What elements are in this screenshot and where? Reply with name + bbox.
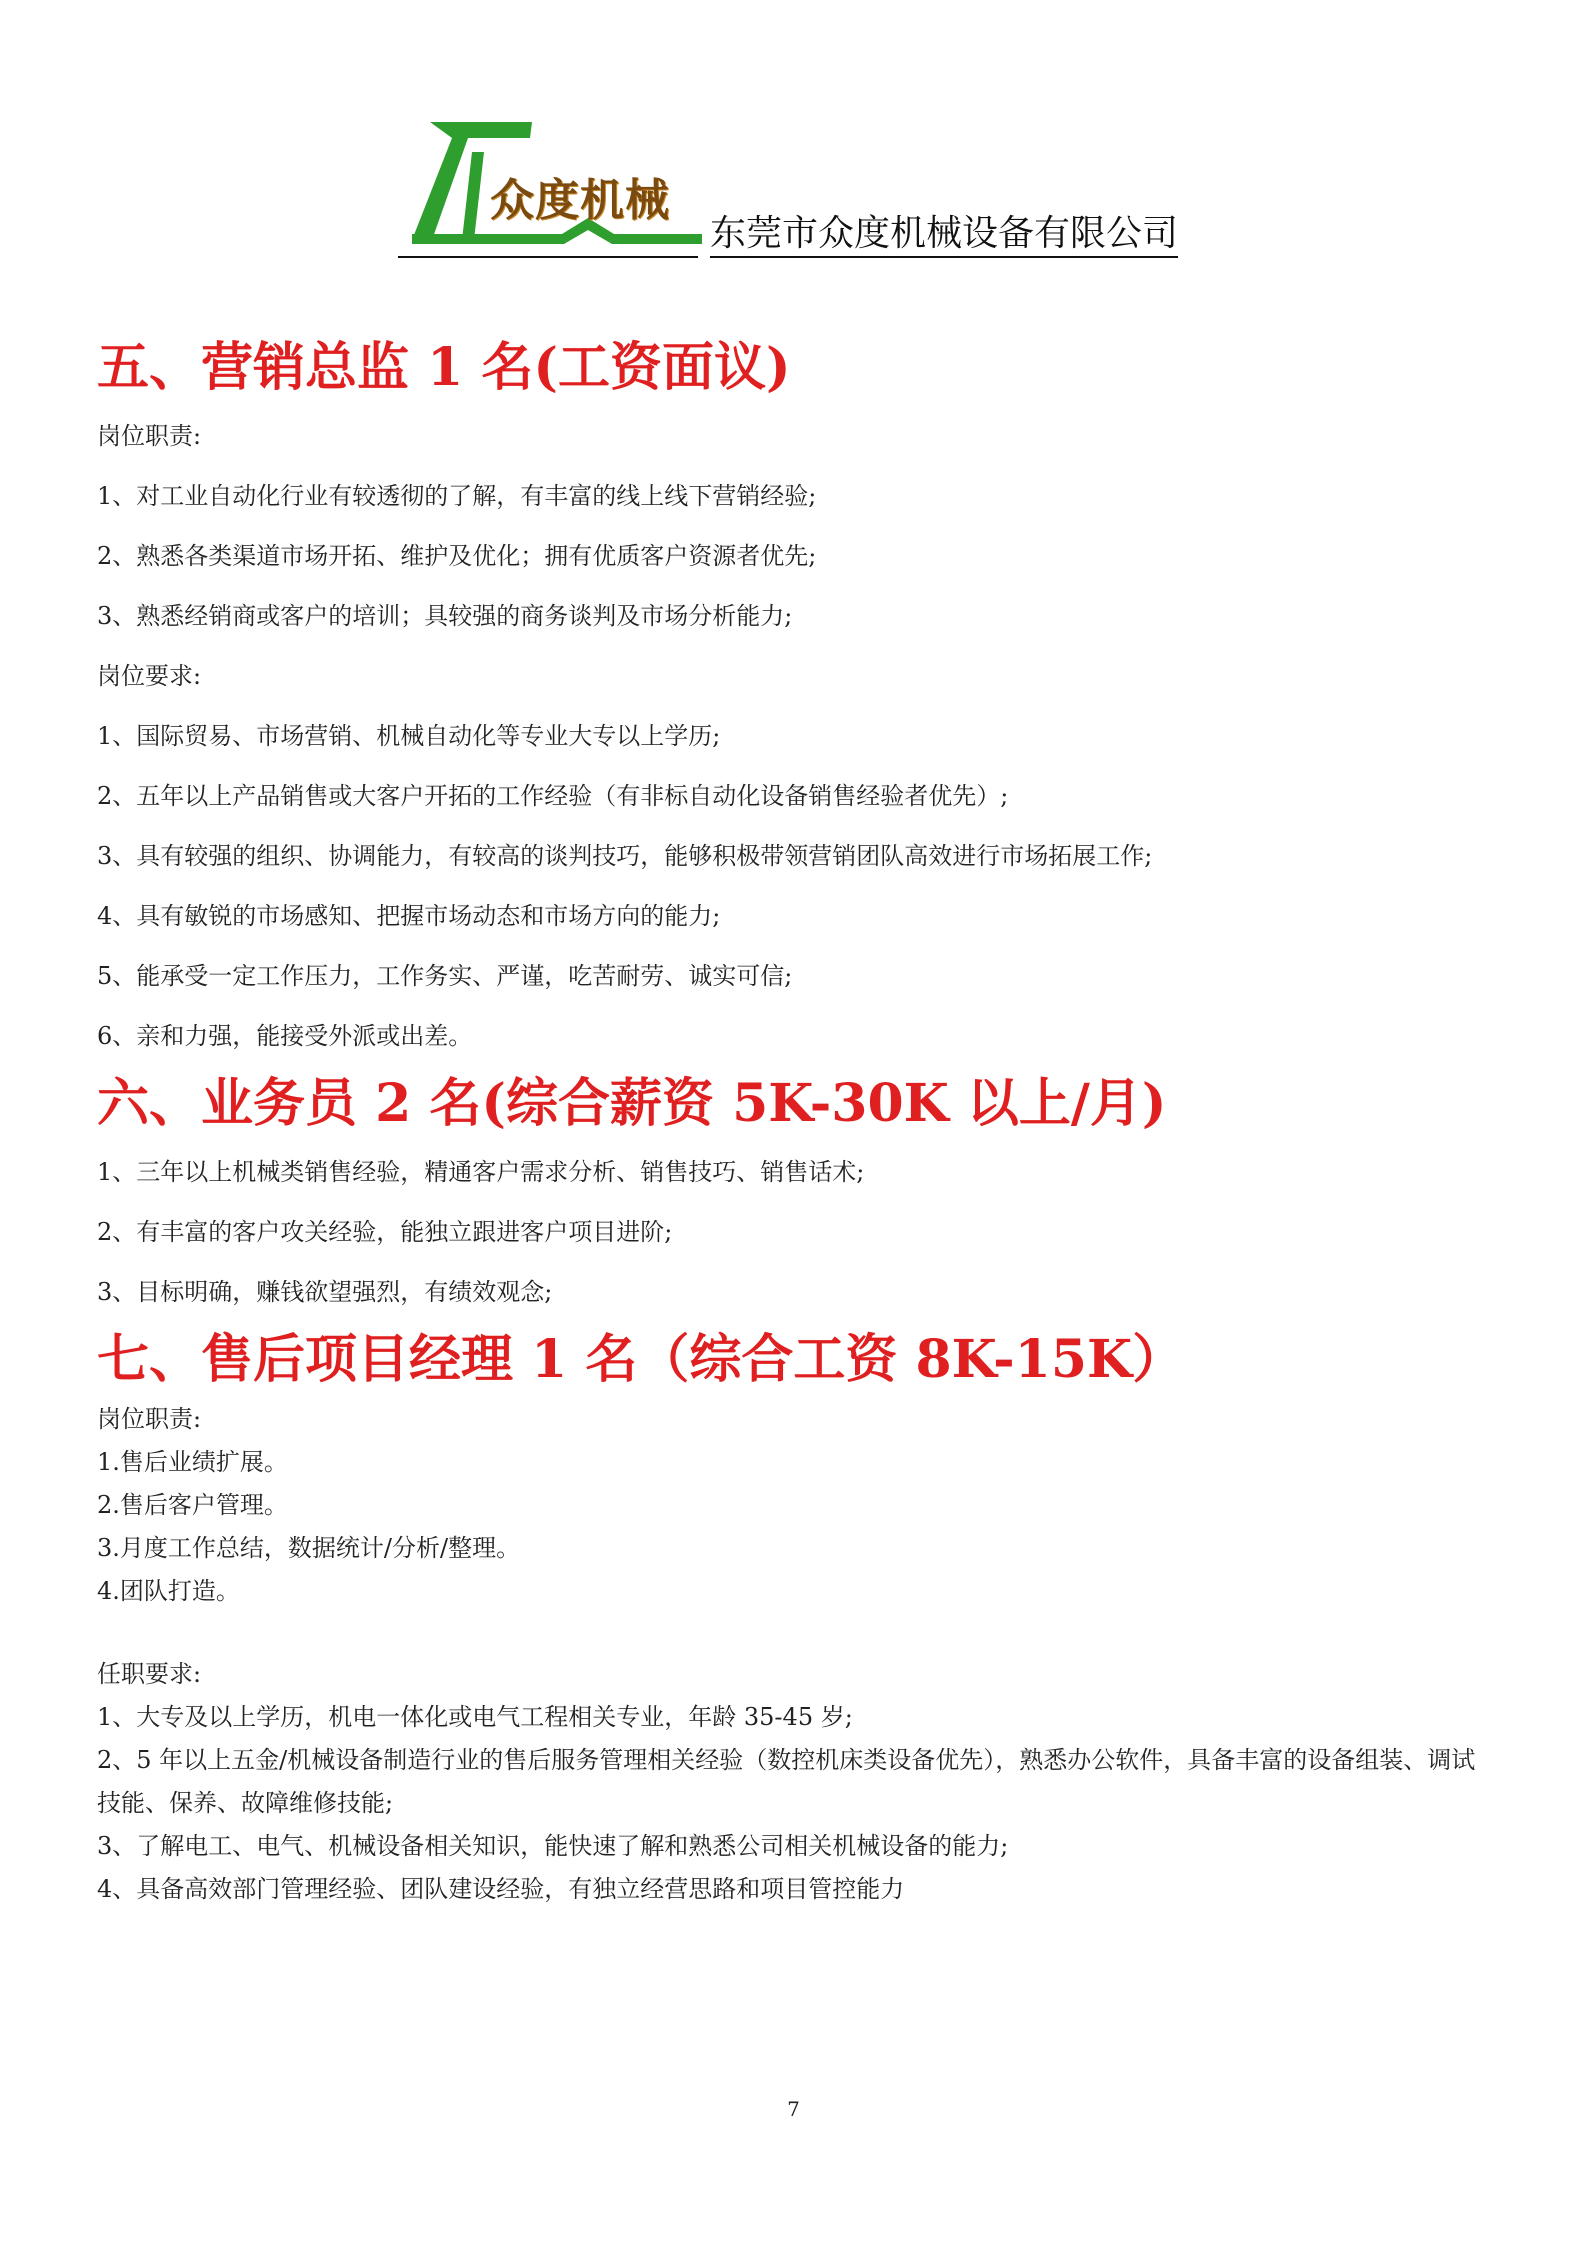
list-item: 1、大专及以上学历，机电一体化或电气工程相关专业，年龄 35-45 岁; — [97, 1703, 853, 1731]
list-item: 2、五年以上产品销售或大客户开拓的工作经验（有非标自动化设备销售经验者优先）; — [97, 782, 1009, 810]
list-item: 3、具有较强的组织、协调能力，有较高的谈判技巧，能够积极带领营销团队高效进行市场拓展工作; — [97, 842, 1153, 870]
header-divider — [398, 256, 698, 258]
list-item: 3、熟悉经销商或客户的培训；具较强的商务谈判及市场分析能力; — [97, 602, 793, 630]
list-item: 4、具有敏锐的市场感知、把握市场动态和市场方向的能力; — [97, 902, 721, 930]
duty-label: 岗位职责: — [97, 1405, 202, 1433]
section-title-marketing-director: 五、营销总监 1 名(工资面议) — [97, 337, 791, 398]
list-item: 3、目标明确，赚钱欲望强烈，有绩效观念; — [97, 1278, 553, 1306]
page-number: 7 — [787, 2097, 800, 2121]
document-body — [97, 330, 1497, 1911]
page-header — [398, 122, 1198, 262]
section-title-salesperson: 六、业务员 2 名(综合薪资 5K-30K 以上/月) — [97, 1073, 1167, 1134]
requirement-label: 任职要求: — [97, 1660, 202, 1688]
company-name: 东莞市众度机械设备有限公司 — [710, 212, 1178, 258]
list-item: 4、具备高效部门管理经验、团队建设经验，有独立经营思路和项目管控能力 — [97, 1875, 905, 1903]
duty-label: 岗位职责: — [97, 422, 202, 450]
requirement-label: 岗位要求: — [97, 662, 202, 690]
logo-text: 众度机械 — [490, 175, 670, 226]
list-item: 4.团队打造。 — [97, 1577, 240, 1605]
list-item: 3.月度工作总结，数据统计/分析/整理。 — [97, 1534, 521, 1562]
list-item: 2、有丰富的客户攻关经验，能独立跟进客户项目进阶; — [97, 1218, 673, 1246]
list-item: 1.售后业绩扩展。 — [97, 1448, 288, 1476]
list-item: 2.售后客户管理。 — [97, 1491, 288, 1519]
list-item: 1、三年以上机械类销售经验，精通客户需求分析、销售技巧、销售话术; — [97, 1158, 865, 1186]
list-item: 6、亲和力强，能接受外派或出差。 — [97, 1022, 473, 1050]
list-item: 5、能承受一定工作压力，工作务实、严谨，吃苦耐劳、诚实可信; — [97, 962, 793, 990]
spacer — [97, 1613, 1497, 1653]
list-item: 2、熟悉各类渠道市场开拓、维护及优化；拥有优质客户资源者优先; — [97, 542, 817, 570]
list-item: 1、对工业自动化行业有较透彻的了解，有丰富的线上线下营销经验; — [97, 482, 817, 510]
list-item: 3、了解电工、电气、机械设备相关知识，能快速了解和熟悉公司相关机械设备的能力; — [97, 1832, 1009, 1860]
list-item: 1、国际贸易、市场营销、机械自动化等专业大专以上学历; — [97, 722, 721, 750]
list-item: 2、5 年以上五金/机械设备制造行业的售后服务管理相关经验（数控机床类设备优先），熟悉办公软件，具备丰富的设备组装、调试技能、保养、故障维修技能; — [97, 1746, 1476, 1817]
section-title-after-sales-manager: 七、售后项目经理 1 名（综合工资 8K-15K） — [97, 1329, 1185, 1390]
